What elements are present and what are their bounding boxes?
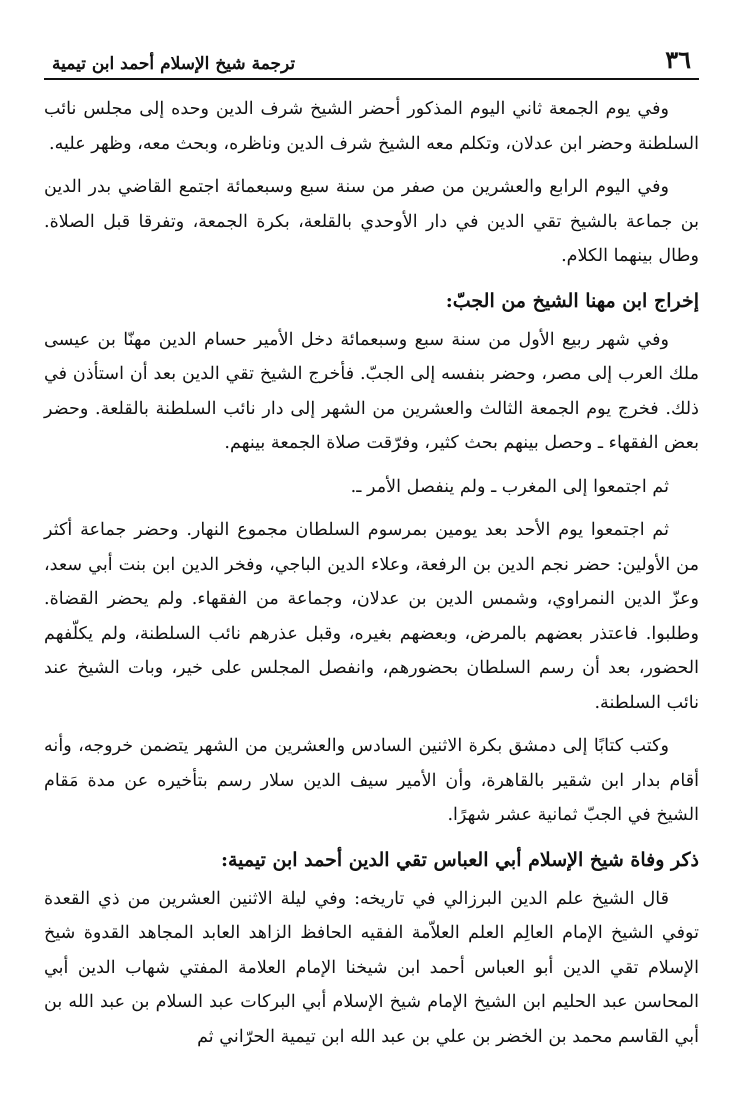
page-number: ٣٦ bbox=[665, 45, 691, 74]
paragraph-5: ثم اجتمعوا يوم الأحد بعد يومين بمرسوم السلطان مجموع النهار. وحضر جماعة أكثر من الأولين: حضر نجم الدين بن الرفعة، وعلاء الدين الباجي، وفخر الدين ابن بنت أبي سعد، وعزّ الدين النمراوي، وشمس الدين بن عدلان، وجماعة من الفقهاء. ولم يحضر القضاة. وطلبوا. فاعتذر بعضهم بالمرض، وبعضهم بغيره، وقبل عذرهم نائب السلطنة، ولم يكلّفهم الحضور، بعد أن رسم السلطان بحضورهم، وانفصل المجلس على خير، وبات الشيخ عند نائب السلطنة. bbox=[44, 520, 699, 713]
page-body bbox=[44, 92, 699, 1054]
paragraph-2: وفي اليوم الرابع والعشرين من صفر من سنة سبع وسبعمائة اجتمع القاضي بدر الدين بن جماعة بالشيخ تقي الدين في دار الأوحدي بالقلعة، بكرة الجمعة، وتفرقا قبل الصلاة. وطال بينهما الكلام. bbox=[44, 177, 699, 266]
paragraph-3: وفي شهر ربيع الأول من سنة سبع وسبعمائة دخل الأمير حسام الدين مهنّا بن عيسى ملك العرب إلى مصر، وحضر بنفسه إلى الجبّ. فأخرج الشيخ تقي الدين بعد أن استأذن في ذلك. فخرج يوم الجمعة الثالث والعشرين من الشهر إلى دار نائب السلطنة بالقلعة. وحضر بعض الفقهاء ـ وحصل بينهم بحث كثير، وفرّقت صلاة الجمعة بينهم. bbox=[44, 329, 699, 453]
paragraph-6: وكتب كتابًا إلى دمشق بكرة الاثنين السادس والعشرين من الشهر يتضمن خروجه، وأنه أقام بدار ابن شقير بالقاهرة، وأن الأمير سيف الدين سلار رسم بتأخيره عن مدة مَقام الشيخ في الجبّ ثمانية عشر شهرًا. bbox=[44, 736, 699, 825]
running-title: ترجمة شيخ الإسلام أحمد ابن تيمية bbox=[52, 54, 296, 74]
section-heading-death: ذكر وفاة شيخ الإسلام أبي العباس تقي الدين أحمد ابن تيمية: bbox=[220, 848, 699, 871]
paragraph-1: وفي يوم الجمعة ثاني اليوم المذكور أحضر الشيخ شرف الدين وحده إلى مجلس نائب السلطنة وحضر ابن عدلان، وتكلم معه الشيخ شرف الدين وناظره، وبحث معه، وظهر عليه. bbox=[44, 99, 699, 154]
section-heading-ibn-muhanna: إخراج ابن مهنا الشيخ من الجبّ: bbox=[445, 289, 699, 312]
paragraph-7: قال الشيخ علم الدين البرزالي في تاريخه: وفي ليلة الاثنين العشرين من ذي القعدة توفي الشيخ الإمام العالِم العلم العلاّمة الفقيه الحافظ الزاهد العابد المجاهد القدوة شيخ الإسلام تقي الدين أبو العباس أحمد ابن شيخنا الإمام العلامة المفتي شهاب الدين أبي المحاسن عبد الحليم ابن الشيخ الإمام شيخ الإسلام أبي البركات عبد السلام بن عبد الله بن أبي القاسم محمد بن الخضر بن علي بن عبد الله ابن تيمية الحرّاني ثم bbox=[44, 888, 699, 1047]
page-header bbox=[44, 30, 699, 80]
paragraph-4: ثم اجتمعوا إلى المغرب ـ ولم ينفصل الأمر ـ. bbox=[350, 476, 669, 497]
